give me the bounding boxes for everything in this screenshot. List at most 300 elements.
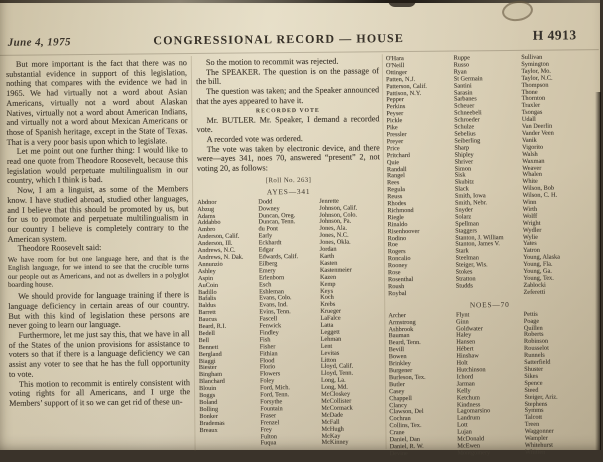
column-rule-left	[191, 56, 196, 451]
roll-call-name: Taylor, N.C.	[521, 74, 553, 82]
roll-call-name: Rinaldo	[387, 220, 408, 228]
roll-call-name: Shipley	[454, 151, 474, 159]
roll-call-name: Bergland	[198, 350, 222, 358]
roll-call-name: Aspin	[197, 274, 214, 282]
ayes-name-block-1	[197, 198, 382, 448]
roll-call-name: Devine	[389, 449, 408, 457]
roll-call-name: Waggonner	[524, 427, 554, 435]
roll-call-name: Winn	[522, 198, 537, 206]
roll-call-name: Lujan	[457, 428, 472, 436]
roll-call-name: Studds	[455, 282, 473, 290]
roll-call-name: Ruppe	[453, 54, 470, 62]
roll-call-name: Bafalis	[198, 295, 217, 303]
roll-call-name: Roush	[387, 282, 405, 291]
roll-call-name: Sullivan	[521, 53, 543, 61]
roll-call-name: Ambro	[197, 226, 216, 234]
paragraph-question-taken: The question was taken; and the Speaker announced that the ayes appeared to have it.	[196, 85, 380, 106]
paragraph-butler-demand: Mr. BUTLER. Mr. Speaker, I demand a recorded vote.	[196, 113, 380, 135]
roll-call-name: Sebelius	[454, 130, 476, 138]
roll-call-name: Lent	[320, 342, 333, 350]
quote-attribution: Theodore Roosevelt said:	[17, 243, 102, 254]
roll-call-name: Fenwick	[259, 322, 282, 330]
roll-call-name: Burleson, Tex.	[388, 373, 426, 382]
roll-call-column	[386, 56, 456, 298]
roll-call-name: Roberts	[523, 331, 544, 339]
roll-call-name: Steiger, Ariz.	[524, 393, 558, 401]
roll-call-name: Stark	[455, 247, 469, 255]
roll-call-name: Talcott	[524, 414, 543, 422]
roll-call-name: Levitas	[320, 349, 340, 357]
roll-call-name: Abzug	[197, 205, 215, 213]
roll-call-name: Bedell	[198, 329, 215, 337]
roll-call-name: Breaux	[199, 426, 218, 434]
roll-call-name: Slack	[454, 185, 469, 193]
roll-call-name: Steelman	[455, 254, 479, 262]
roll-call-name: Stephens	[524, 400, 548, 408]
roll-call-name: Weaver	[522, 164, 542, 172]
roll-call-name: Wilson, C. H.	[522, 191, 558, 199]
roll-call-name: Downey	[258, 204, 280, 213]
roll-call-name: Shriver	[454, 157, 474, 166]
roll-call-name: Daniel, R. W.	[389, 442, 424, 451]
roll-call-name: Landrum	[456, 414, 481, 422]
roll-call-name: McCollister	[321, 397, 352, 405]
roll-call-name: Pritchard	[386, 151, 410, 159]
roll-call-name: Pettis	[523, 310, 538, 318]
roll-call-name: Fraser	[260, 412, 277, 420]
roll-call-name: Satterfield	[524, 358, 551, 366]
roll-call-name: Long, Md.	[320, 383, 348, 392]
roll-call-name: Kemp	[319, 280, 336, 288]
roll-call-name: Rangel	[386, 172, 405, 180]
roll-call-name: Russo	[453, 61, 470, 69]
roll-call-name: Taylor, Mo.	[521, 67, 551, 75]
roll-call-name: Pike	[386, 124, 398, 132]
roll-call-name: Esch	[258, 280, 272, 289]
roll-call-name: Tsongas	[521, 108, 543, 117]
roll-call-name: Randall	[386, 165, 407, 173]
roll-call-name: Evans, Ind.	[259, 301, 288, 309]
roll-call-name: Van Deerlin	[521, 122, 553, 130]
roll-call-name: Wolff	[522, 212, 538, 220]
roll-call-name: Steed	[524, 386, 539, 394]
roll-call-name: Jarman	[456, 380, 475, 388]
roll-call-name: Traxler	[521, 102, 540, 110]
paragraph-quote-intro: Let me point out one further thing: I would like to read one quote from Theodore Roosevelt, because this legislation would perpetuate multilingualism in our country, which I think is bad.	[6, 145, 188, 186]
roll-call-name: Flood	[259, 356, 275, 364]
roll-call-name: Wydler	[522, 226, 542, 234]
roll-call-name: Runnels	[524, 351, 545, 360]
roll-call-name: Johnson, Calif.	[319, 204, 358, 212]
roll-call-name: Ginn	[456, 318, 469, 326]
roll-call-name: Skubitz	[454, 178, 474, 186]
roll-call-name: Lloyd, Calif.	[320, 362, 354, 371]
noes-heading: NOES—70	[469, 299, 510, 310]
paragraph-evidence: But more important is the fact that there was no substantial evidence in support of this legislation, nothing that compares with the evidence we had in 1965. We had virtually not a word about Asian Americans, virtually not a word about Alaskan Natives, virtually not a word about American Indians, and virtually not a word about Mexican Americans or those of Spanish heritage, except in the State of Texas. That is a very poor basis upon which to legislate.	[5, 58, 188, 147]
roll-call-name: Findley	[259, 329, 279, 337]
roll-call-name: Latta	[320, 321, 334, 329]
roll-call-name: Treen	[524, 420, 540, 429]
roll-call-name: Koch	[320, 294, 334, 302]
roll-call-name: Brinkley	[388, 360, 411, 368]
roll-call-name: Kelly	[456, 387, 471, 395]
roll-call-name: Hinshaw	[456, 352, 479, 360]
roll-call-name: Hébert	[456, 345, 474, 353]
roll-call-name: Leggett	[320, 328, 340, 336]
roll-call-name: Lagomarsino	[456, 407, 491, 415]
roll-call-name: Regula	[387, 186, 405, 194]
roll-call-name: Roybal	[388, 289, 407, 297]
roll-call-name: Fisher	[259, 343, 276, 351]
roll-call-name: McCormack	[321, 404, 353, 412]
roll-call-name: Foley	[259, 377, 275, 385]
roll-call-name: Vander Veen	[521, 129, 554, 137]
roll-call-name: Wampler	[524, 434, 548, 442]
roll-call-name: Frenzel	[260, 418, 280, 427]
roll-call-name: Keys	[320, 287, 334, 295]
roll-call-name: Emery	[258, 267, 276, 275]
roll-call-name: Butler	[388, 380, 405, 388]
roll-call-name: McKay	[321, 432, 341, 440]
roll-call-name: Lott	[456, 421, 468, 429]
roll-call-name: Lloyd, Tenn.	[320, 369, 354, 378]
roll-call-name: Roe	[387, 241, 398, 249]
roll-call-name: Simon	[454, 164, 472, 173]
roll-call-name: Riegle	[387, 213, 404, 222]
noes-name-block	[388, 311, 592, 458]
roll-call-name: Adams	[197, 212, 216, 220]
roll-call-name: Vanik	[521, 136, 537, 144]
roll-call-name: Karth	[319, 252, 335, 260]
roll-call-name: Quillen	[523, 324, 543, 332]
roll-call-name: Flynt	[455, 311, 470, 319]
roll-call-name: Lehman	[320, 335, 342, 343]
roll-call-name: Bennett	[198, 343, 219, 351]
roll-call-name: Price	[386, 144, 400, 152]
roll-call-name: Clancy	[389, 401, 408, 409]
roll-call-name: Beard, Tenn.	[388, 339, 421, 347]
roll-call-name: Vigorito	[522, 143, 544, 151]
roll-call-name: Santini	[453, 81, 472, 90]
roll-call-name: Smith, Nebr.	[454, 199, 487, 207]
roll-call-name: Jones, Ala.	[319, 224, 347, 233]
roll-call-name: McFall	[321, 418, 340, 426]
roll-call-name: Rose	[387, 269, 401, 277]
roll-call-name: Schneebeli	[454, 109, 482, 117]
roll-call-name: Steiger, Wis.	[455, 261, 488, 269]
roll-call-name: Rodino	[387, 234, 407, 242]
middle-column	[196, 56, 383, 448]
roll-call-name: Biester	[198, 364, 217, 372]
roll-call-name: Sharp	[454, 144, 470, 152]
roll-call-name: Rogers	[387, 248, 406, 256]
roll-call-name: Hansen	[456, 338, 476, 346]
roll-call-name: Ford, Mich.	[259, 384, 290, 392]
roll-call-name: Blouin	[198, 385, 217, 393]
paragraph-vote-totals: The vote was taken by electronic device, and there were—ayes 341, noes 70, answered “present” 2, not voting 20, as follows:	[196, 142, 380, 174]
roll-call-name: Robinson	[523, 337, 549, 346]
roll-call-name: Shuster	[524, 365, 544, 373]
roll-call-column	[456, 312, 525, 458]
roll-call-name: Staggers	[455, 226, 477, 235]
roll-call-name: Andrews, N.C.	[197, 246, 236, 255]
roll-call-name: Collins, Tex.	[389, 422, 422, 430]
roll-call-name: McDonald	[457, 435, 485, 443]
roll-call-name: Rosenthal	[387, 275, 414, 284]
roll-call-name: Spence	[524, 379, 543, 387]
roll-call-name: Annunzio	[197, 260, 223, 268]
roll-call-name: Ketchum	[456, 393, 480, 402]
roll-call-column	[521, 54, 591, 296]
roll-call-name: Walsh	[522, 150, 538, 158]
roll-call-name: Perkins	[386, 103, 406, 111]
header-date: June 4, 1975	[7, 36, 71, 49]
roll-call-name: Patten, N.J.	[386, 75, 416, 83]
roll-call-name: Armstrong	[388, 318, 416, 326]
roll-call-name: Beard, R.I.	[198, 322, 227, 331]
roll-call-name: Spellman	[455, 220, 479, 228]
roll-call-name: Eckhardt	[258, 239, 282, 247]
roosevelt-quote: We have room for but one language here, and that is the English language, for we intend to see that the crucible turns our people out as Americans, and not as dwellers in a polyglot boarding house.	[7, 254, 189, 289]
roll-call-name: Stanton, J. William	[455, 233, 504, 242]
roll-call-name: Krueger	[320, 307, 341, 316]
roll-call-name: LaFalce	[320, 314, 341, 322]
roll-call-name: Badillo	[198, 288, 217, 296]
roll-call-name: Snyder	[454, 206, 473, 214]
roll-call-name: Solarz	[454, 213, 472, 221]
roll-call-column	[319, 198, 382, 447]
roll-call-name: Frey	[260, 425, 272, 434]
roll-call-name: Stratton	[455, 275, 476, 283]
roll-call-name: Biaggi	[198, 357, 216, 365]
roll-call-name: Wright	[522, 219, 541, 227]
roll-call-name: Kastenmeier	[319, 266, 352, 274]
roll-call-column	[524, 311, 593, 457]
roll-call-name: Young, Ga.	[523, 267, 552, 275]
roll-call-name: Bowen	[388, 353, 407, 361]
roll-call-name: Thone	[521, 88, 538, 96]
roll-call-name: Bell	[198, 336, 210, 344]
roll-call-name: Richmond	[387, 206, 414, 215]
roll-call-name: Thompson	[521, 81, 549, 89]
roll-call-name: Flowers	[259, 370, 281, 378]
roll-call-name: Holt	[456, 359, 468, 367]
roll-call-name: Early	[258, 232, 273, 240]
roll-call-name: Sarbanes	[453, 95, 477, 103]
roll-call-name: Addabbo	[197, 219, 221, 227]
roll-call-name: Rhodes	[387, 200, 407, 208]
roll-call-name: Symms	[524, 407, 544, 415]
roll-call-name: Rees	[386, 179, 400, 187]
roll-call-name: AuCoin	[197, 281, 218, 289]
roll-call-name: Scheuer	[453, 102, 475, 110]
roll-call-name: Preyer	[386, 137, 404, 146]
roll-call-name: Schulze	[454, 123, 475, 131]
roll-call-name: Stanton, James V.	[455, 240, 500, 248]
roll-call-name: Kindness	[456, 400, 481, 409]
roll-call-name: Florio	[259, 363, 276, 371]
roll-call-name: Stokes	[455, 268, 473, 276]
roll-call-name: Krebs	[320, 300, 336, 309]
roll-call-name: Peyser	[386, 110, 404, 118]
roll-call-name: Anderson, Ill.	[197, 239, 233, 248]
roll-call-name: Evans, Colo.	[259, 294, 292, 302]
roll-call-name: Daniel, Dan	[389, 435, 420, 444]
roll-call-name: Young, Tex.	[523, 274, 554, 282]
roll-call-name: McCloskey	[321, 390, 351, 398]
roll-call-name: Young, Alaska	[523, 253, 560, 262]
roll-call-name: Pickle	[386, 117, 403, 125]
roll-call-name: Symington	[521, 60, 549, 68]
roll-call-name: Whitten	[524, 448, 546, 456]
roll-call-name: Rousselot	[523, 344, 549, 353]
roll-call-name: Whalen	[522, 171, 542, 179]
roll-call-name: Sikes	[524, 372, 538, 380]
roll-call-name: Jenrette	[319, 197, 339, 205]
roll-call-name: Ryan	[453, 68, 467, 76]
roll-call-name: Eshleman	[259, 287, 284, 295]
roll-call-name: Eilberg	[258, 260, 278, 268]
roll-call-name: Baldus	[198, 302, 216, 310]
roll-call-name: Bingham	[198, 371, 222, 379]
roll-call-name: St Germain	[453, 74, 483, 83]
paragraph-voter-assistance: Furthermore, let me just say this, that we have in all of the States of the union provisions for assistance to voters so that if there is a language deficiency we can assist any voter to see that he has the full opportunity to vote.	[8, 329, 190, 379]
page-number: H 4913	[532, 27, 577, 43]
roll-call-name: Bevill	[388, 346, 405, 354]
paragraph-language-training: We should provide for language training if there is language deficiency in certain areas of our country. But with this kind of legislation these persons are never going to learn our language.	[8, 290, 190, 331]
roll-call-name: Abdnor	[197, 198, 217, 206]
roll-call-name: Edwards, Calif.	[258, 253, 299, 261]
roll-call-name: Whitehurst	[524, 441, 553, 449]
roll-call-name: Ichord	[456, 373, 474, 381]
roll-call-name: Wirth	[522, 205, 538, 213]
right-column	[386, 54, 593, 458]
roll-call-name: Pressler	[386, 130, 407, 139]
ayes-name-block-2	[386, 54, 591, 298]
roll-call-name: Young, Fla.	[523, 260, 553, 269]
paragraph-speaker-question: The SPEAKER. The question is on the passage of the bill.	[196, 65, 379, 87]
roll-call-name: Forsythe	[260, 398, 283, 406]
roll-call-name: Baucus	[198, 315, 217, 324]
roll-call-name: Yatron	[522, 247, 540, 255]
roll-call-name: Fish	[259, 336, 271, 344]
roll-call-name: Bonker	[199, 412, 218, 420]
roll-call-name: Evins, Tenn.	[259, 308, 291, 316]
roll-call-name: Pattison, N.Y.	[386, 89, 422, 97]
roll-call-name: Bolling	[199, 405, 219, 413]
roll-call-name: Zeferetti	[523, 288, 546, 296]
paragraph-linguist: Now, I am a linguist, as some of the Members know. I have studied abroad, studied other languages, and I believe that this should be promoted by us, but for us to promote and perpetuate multilingualism in our country I believe is completely contrary to the American system.	[7, 184, 189, 244]
left-column	[6, 58, 190, 408]
roll-call-name: Brademas	[199, 419, 225, 427]
roll-call-name: Risenhoover	[387, 227, 420, 235]
roll-call-name: Casey	[388, 387, 405, 395]
roll-call-name: Jordan	[319, 245, 337, 253]
roll-call-name: Jones, N.C.	[319, 231, 349, 240]
roll-call-name: Montgomery	[457, 449, 491, 457]
roll-call-name: Blanchard	[198, 378, 225, 386]
roll-call-name: Kasten	[319, 259, 338, 267]
roll-call-name: Fountain	[260, 405, 283, 413]
roll-call-name: Wilson, Bob	[522, 184, 555, 193]
roll-call-name: Zablocki	[523, 281, 546, 289]
roll-call-name: Boland	[199, 398, 218, 406]
roll-call-name: Johnson, Pa.	[319, 217, 352, 226]
roll-call-name: Dodd	[258, 198, 273, 206]
roll-call-name: Duncan, Tenn.	[258, 218, 296, 226]
paragraph-motion-consistent: This motion to recommit is entirely consistent with voting rights for all Americans, and I urge the Members’ support of it so we can get rid of these un-	[8, 377, 191, 408]
roll-call-name: Archer	[388, 311, 406, 319]
roll-call-name: Andrews, N. Dak.	[197, 253, 244, 261]
roll-call-name: Clawson, Del	[389, 408, 424, 416]
roll-call-column	[258, 199, 321, 448]
roll-call-name: Crane	[389, 429, 405, 437]
roll-call-name: Edgar	[258, 246, 274, 254]
roll-call-name: Reuss	[387, 193, 403, 201]
roll-call-name: O'Neill	[385, 61, 405, 70]
roll-call-name: Burgener	[388, 366, 413, 375]
roll-call-name: Patterson, Calif.	[386, 82, 427, 90]
paragraph-vote-ordered: A recorded vote was ordered.	[206, 133, 303, 144]
roll-call-name: Fascell	[259, 315, 278, 323]
roll-call-name: Smith, Iowa	[454, 192, 486, 200]
roll-call-name: Erlenborn	[258, 273, 285, 282]
roll-call-name: Ashley	[197, 267, 216, 275]
roll-call-name: Duncan, Oreg.	[258, 211, 296, 219]
roll-call-name: Roncalio	[387, 255, 411, 263]
roll-call-name: Chappell	[389, 394, 412, 402]
roll-call-name: Fithian	[259, 349, 278, 358]
roll-call-name: Pepper	[386, 96, 404, 104]
roll-call-name: Quie	[386, 158, 400, 166]
roll-call-name: O'Hara	[385, 54, 404, 63]
roll-call-name: Thornton	[521, 95, 546, 103]
roll-call-name: Long, La.	[320, 376, 346, 385]
roll-call-name: Anderson, Calif.	[197, 232, 240, 241]
roll-call-name: Barrett	[198, 309, 216, 317]
roll-call-name: Udall	[521, 115, 536, 124]
roll-call-name: White	[522, 178, 538, 186]
roll-call-name: Cochran	[389, 415, 411, 423]
roll-call-name: Johnson, Colo.	[319, 211, 357, 219]
roll-call-name: McEwen	[457, 442, 480, 450]
roll-call-name: McHugh	[321, 425, 344, 433]
roll-call-name: McDade	[321, 411, 343, 419]
roll-call-name: du Pont	[258, 225, 278, 233]
roll-call-name: Ford, Tenn.	[260, 391, 290, 399]
roll-call-name: Sarasin	[453, 88, 473, 97]
roll-call-column	[197, 199, 260, 448]
roll-call-name: Kazen	[319, 273, 337, 281]
roll-call-name: Boggs	[199, 391, 216, 400]
roll-call-name: Ashbrook	[388, 325, 414, 333]
roll-call-name: Wylie	[522, 233, 538, 241]
page-title: CONGRESSIONAL RECORD — HOUSE	[153, 30, 404, 48]
paragraph-motion-rejected: So the motion to recommit was rejected.	[205, 56, 339, 67]
roll-call-name: Jones, Okla.	[319, 238, 351, 246]
roll-call-name: Yates	[522, 240, 537, 248]
ayes-heading: AYES—341	[266, 186, 311, 197]
roll-call-column	[388, 312, 457, 458]
roll-call-name: Haley	[456, 331, 472, 339]
roll-call-name: Goldwater	[456, 324, 483, 333]
roll-call-name: Bauman	[388, 332, 410, 340]
roll-call-name: Litton	[320, 356, 337, 364]
roll-call-name: Seiberling	[454, 137, 481, 145]
roll-call-name: Waxman	[522, 157, 545, 165]
roll-call-name: Fulton	[260, 432, 277, 440]
recorded-vote-heading: RECORDED VOTE	[255, 107, 320, 114]
